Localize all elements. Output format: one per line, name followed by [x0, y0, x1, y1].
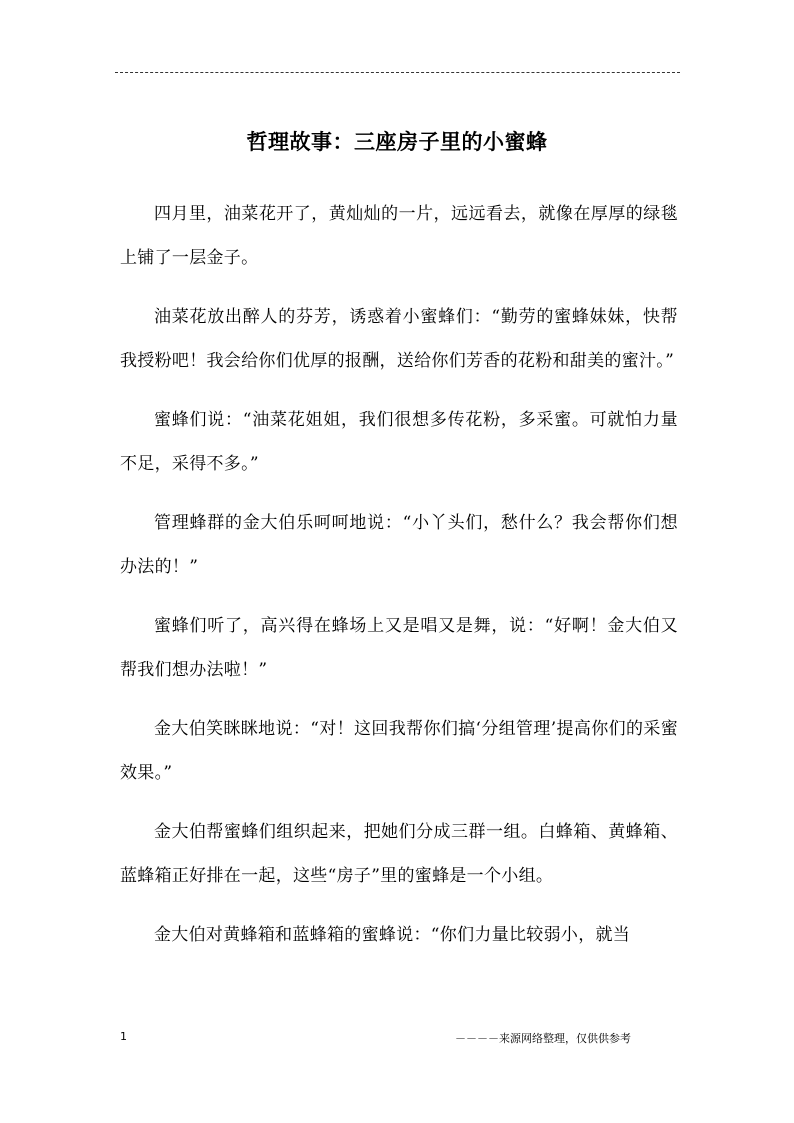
paragraph: 管理蜂群的金大伯乐呵呵地说：“小丫头们，愁什么？我会帮你们想办法的！” [120, 513, 678, 577]
page-number: 1 [120, 1030, 127, 1043]
document-title: 哲理故事：三座房子里的小蜜蜂 [246, 129, 548, 154]
document-body [120, 192, 678, 972]
paragraph: 金大伯帮蜜蜂们组织起来，把她们分成三群一组。白蜂箱、黄蜂箱、蓝蜂箱正好排在一起，这些“房子”里的蜜蜂是一个小组。 [120, 822, 678, 886]
paragraph: 金大伯对黄蜂箱和蓝蜂箱的蜜蜂说：“你们力量比较弱小，就当 [154, 925, 631, 945]
paragraph: 四月里，油菜花开了，黄灿灿的一片，远远看去，就像在厚厚的绿毯上铺了一层金子。 [120, 204, 678, 268]
paragraph: 蜜蜂们听了，高兴得在蜂场上又是唱又是舞，说：“好啊！金大伯又帮我们想办法啦！” [120, 616, 678, 680]
paragraph: 油菜花放出醉人的芬芳，诱惑着小蜜蜂们：“勤劳的蜜蜂妹妹，快帮我授粉吧！我会给你们优厚的报酬，送给你们芳香的花粉和甜美的蜜汁。” [120, 307, 678, 371]
header-dashed-rule [115, 72, 680, 73]
footer-source-note: －－－－来源网络整理，仅供供参考 [455, 1032, 631, 1045]
paragraph: 金大伯笑眯眯地说：“对！这回我帮你们搞‘分组管理’提高你们的采蜜效果。” [120, 719, 678, 783]
paragraph: 蜜蜂们说：“油菜花姐姐，我们很想多传花粉，多采蜜。可就怕力量不足，采得不多。” [120, 410, 678, 474]
